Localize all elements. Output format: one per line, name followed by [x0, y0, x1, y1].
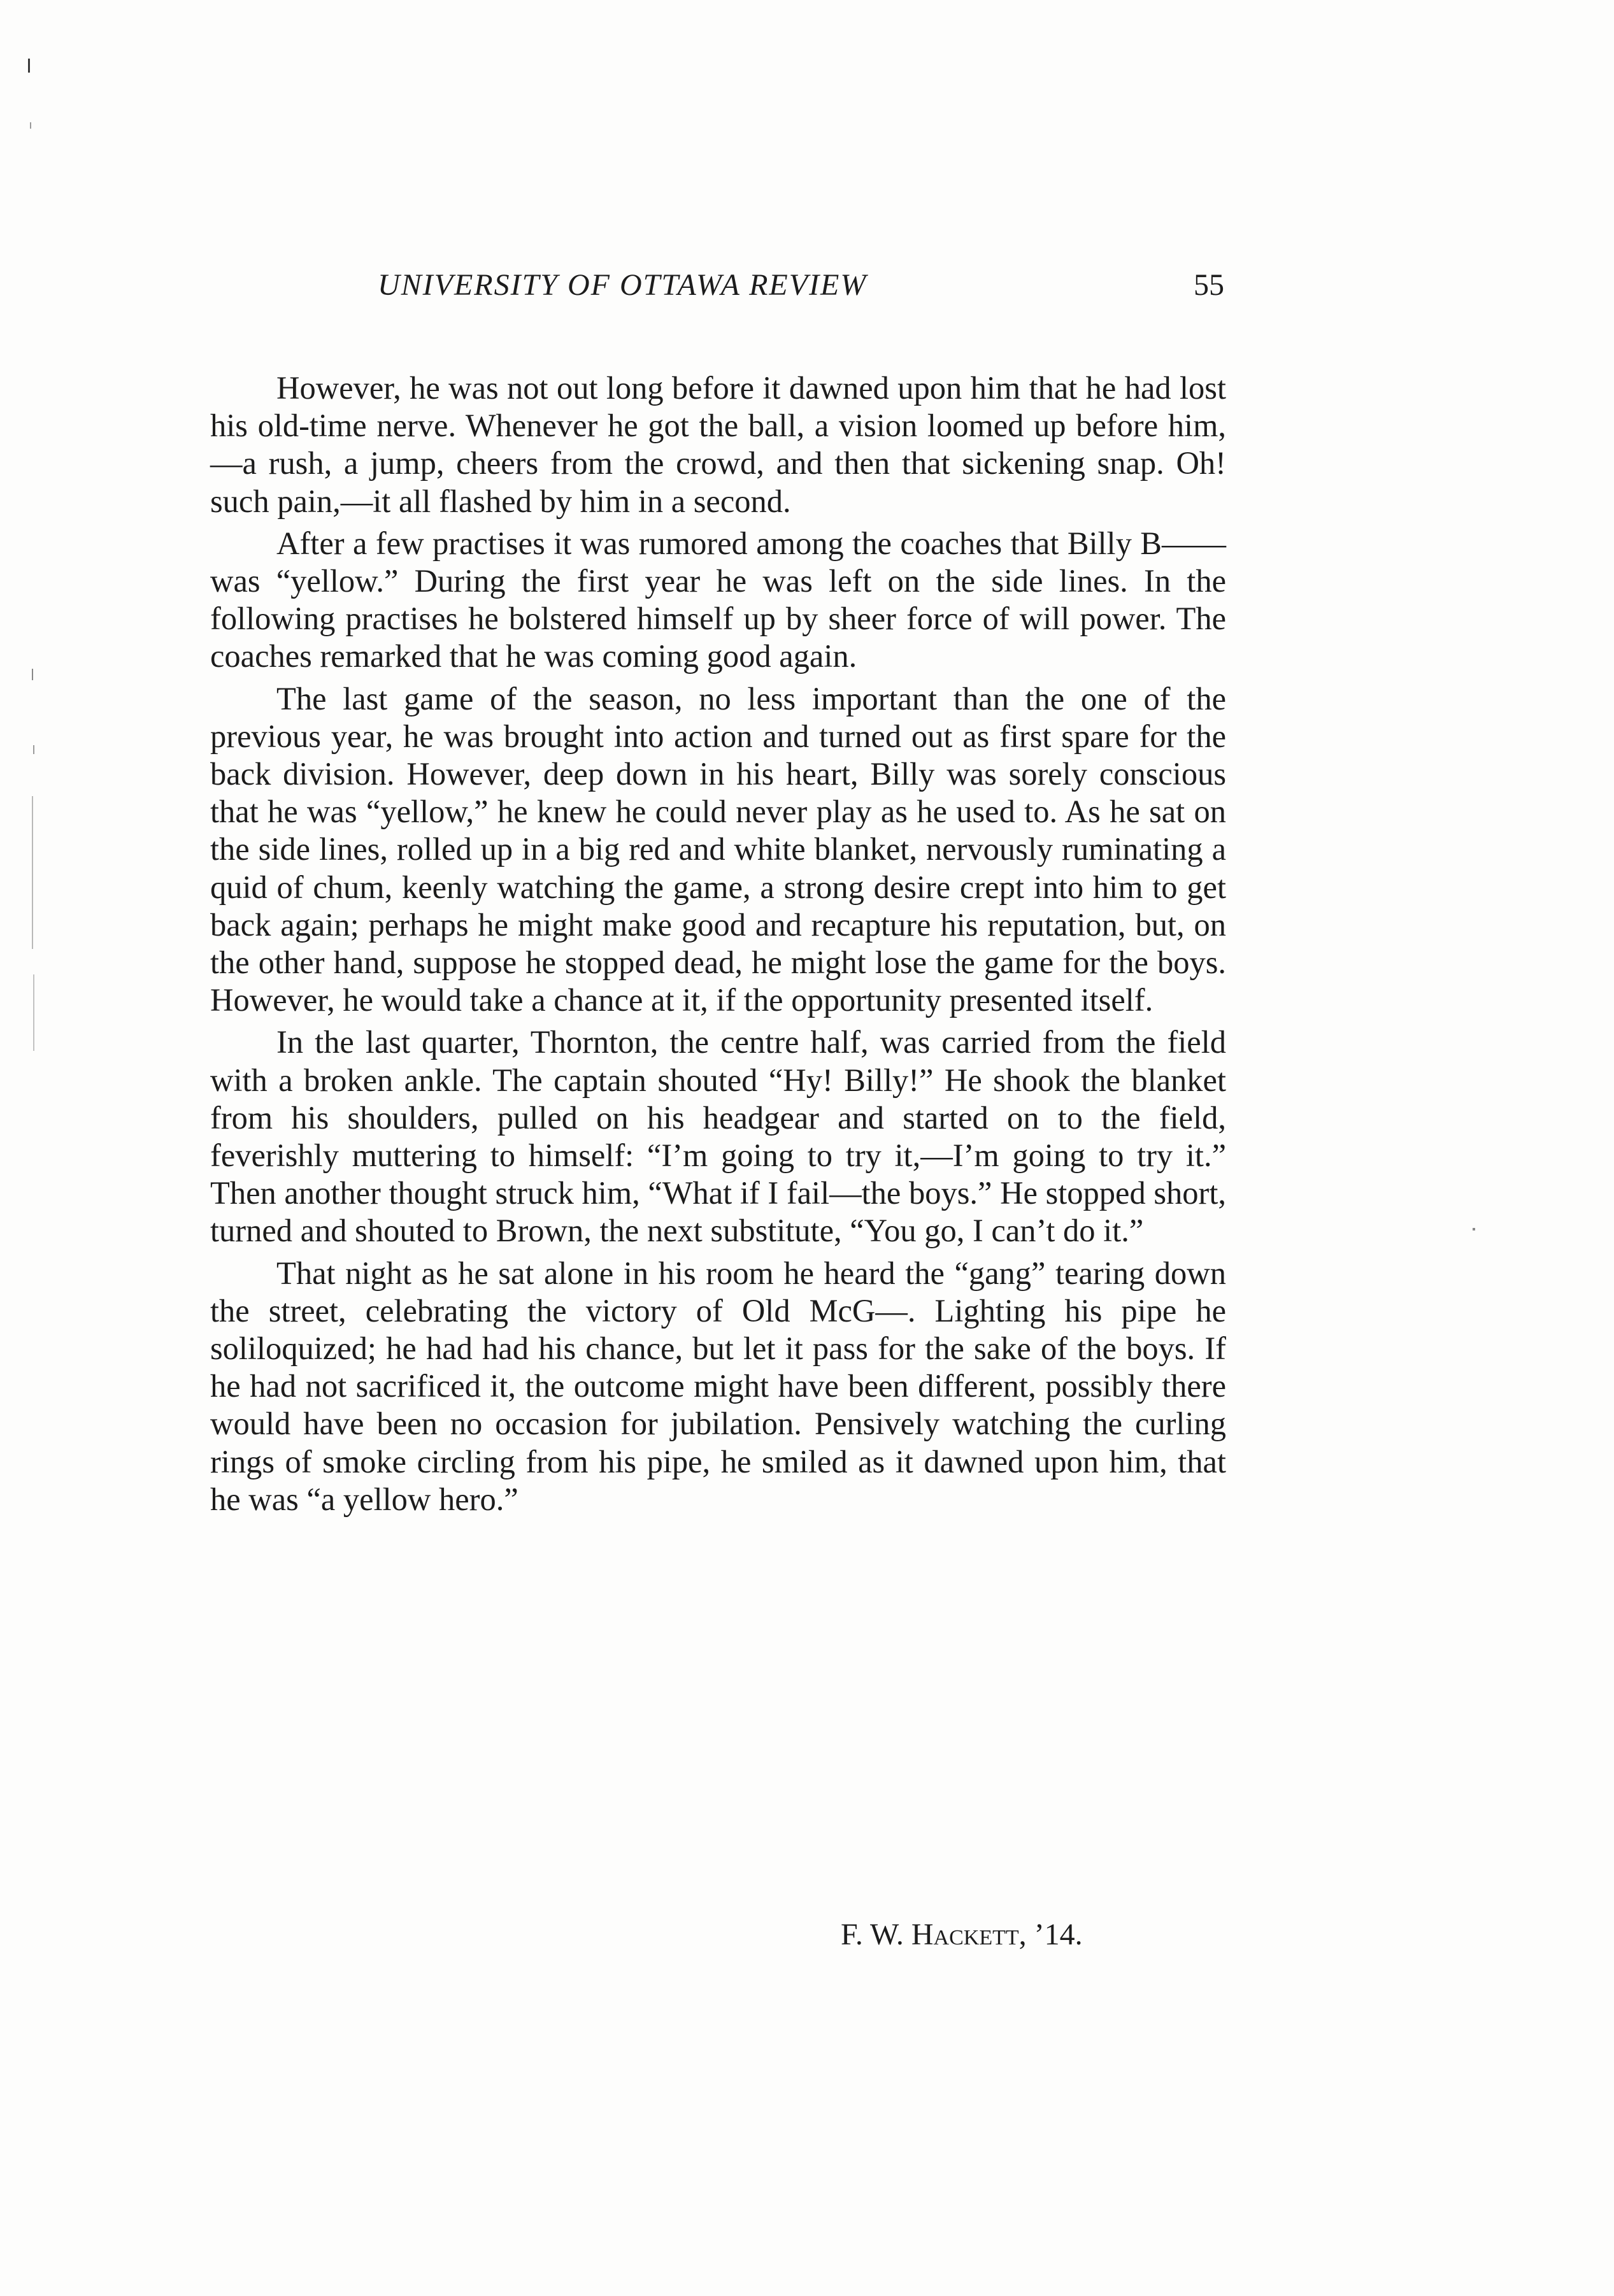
signature-initials: F. W. [841, 1918, 911, 1951]
running-head [210, 267, 1229, 312]
margin-speck [32, 796, 33, 949]
margin-speck [33, 745, 34, 754]
paragraph: However, he was not out long before it dawned upon him that he had lost his old-time nerve. Whenever he got the ball, a vision loomed up before him,—a rush, a jump, cheers from the crowd, and then that sickening snap. Oh! such pain,—it all flashed by him in a second. [210, 370, 1226, 519]
author-signature [841, 1917, 1223, 1952]
paragraph: The last game of the season, no less important than the one of the previous year, he was brought into action and turned out as first spare for the back division. However, deep down in his heart, Billy was sorely conscious that he was “yellow,” he knew he could never play as he used to. As he sat on the side lines, rolled up in a big red and white blanket, nervously ruminating a quid of chum, keenly watching the game, a strong desire crept into him to get back again; perhaps he might make good and recapture his reputation, but, on the other hand, suppose he stopped dead, he might lose the game for the boys. However, he would take a chance at it, if the opportunity presented itself. [210, 680, 1226, 1018]
running-title: UNIVERSITY OF OTTAWA REVIEW [378, 268, 868, 302]
page-number: 55 [1194, 268, 1224, 302]
paragraph: In the last quarter, Thornton, the centre half, was carried from the field with a broken ankle. The captain shouted “Hy! Billy!” He shook the blanket from his shoulders, pulled on his headgear and started on to the field, feverishly muttering to himself: “I’m going to try it,—I’m going to try it.” Then another thought struck him, “What if I fail—the boys.” He stopped short, turned and shouted to Brown, the next substitute, “You go, I can’t do it.” [210, 1024, 1226, 1249]
margin-speck [1473, 1228, 1475, 1230]
margin-speck [33, 974, 34, 1051]
signature-surname: Hackett [911, 1918, 1019, 1951]
margin-speck [30, 122, 31, 129]
margin-speck [28, 59, 30, 73]
article-body [210, 369, 1226, 1523]
margin-speck [32, 669, 33, 680]
paragraph: After a few practises it was rumored among the coaches that Billy B—— was “yellow.” During the first year he was left on the side lines. In the following practises he bolstered himself up by sheer force of will power. The coaches remarked that he was coming good again. [210, 525, 1226, 674]
paragraph: That night as he sat alone in his room he heard the “gang” tearing down the street, celebrating the victory of Old McG—. Lighting his pipe he soliloquized; he had had his chance, but let it pass for the sake of the boys. If he had not sacrificed it, the outcome might have been different, possibly there would have been no occasion for jubilation. Pensively watching the curling rings of smoke circling from his pipe, he smiled as it dawned upon him, that he was “a yellow hero.” [210, 1255, 1226, 1517]
signature-year: , ’14. [1018, 1918, 1083, 1951]
